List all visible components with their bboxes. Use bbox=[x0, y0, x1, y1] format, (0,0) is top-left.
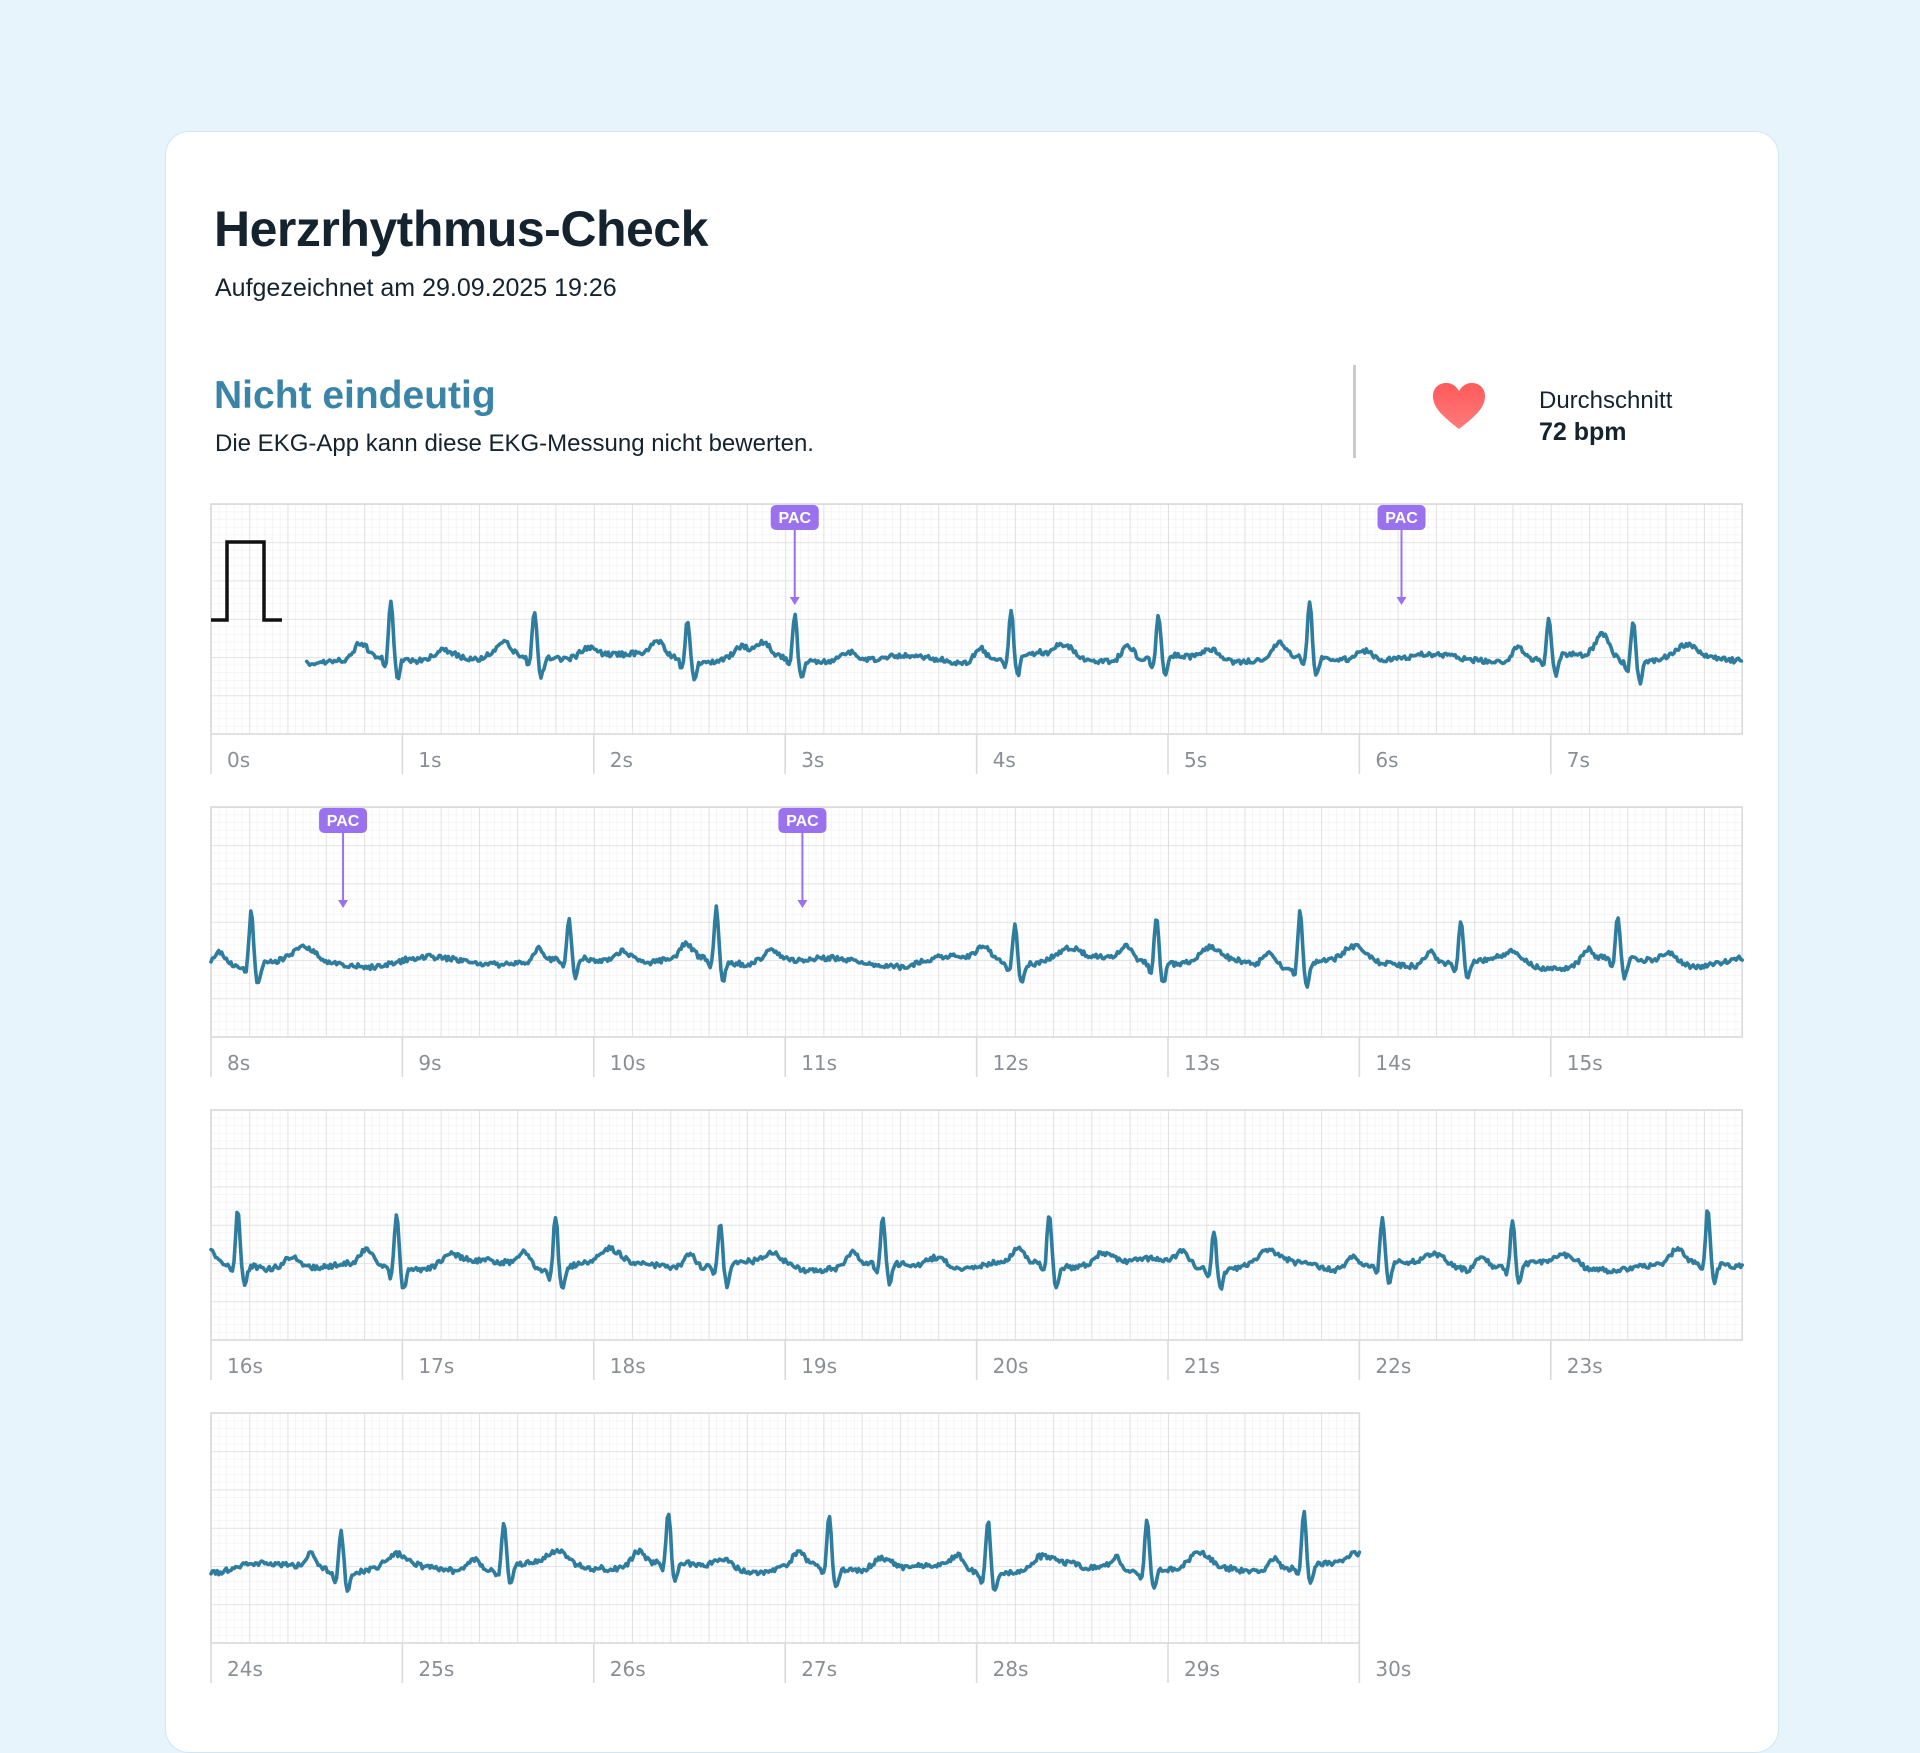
time-label: 13s bbox=[1184, 1051, 1220, 1075]
heart-icon bbox=[1431, 381, 1487, 431]
time-label: 5s bbox=[1184, 748, 1208, 772]
time-label: 2s bbox=[609, 748, 633, 772]
ecg-grid bbox=[211, 504, 1742, 734]
recorded-timestamp: Aufgezeichnet am 29.09.2025 19:26 bbox=[215, 274, 617, 302]
time-label: 11s bbox=[801, 1051, 838, 1075]
time-label: 3s bbox=[801, 748, 825, 772]
ecg-strip bbox=[211, 504, 1742, 779]
time-label: 26s bbox=[609, 1657, 646, 1681]
average-bpm-value: 72 bpm bbox=[1539, 418, 1627, 446]
result-classification: Nicht eindeutig bbox=[214, 374, 496, 417]
time-label: 30s bbox=[1375, 1657, 1412, 1681]
time-label: 29s bbox=[1184, 1657, 1220, 1681]
time-label: 15s bbox=[1566, 1051, 1603, 1075]
ecg-report-card bbox=[165, 131, 1779, 1753]
time-label: 7s bbox=[1566, 748, 1590, 772]
ecg-grid bbox=[211, 807, 1742, 1037]
pac-label: PAC bbox=[1385, 510, 1418, 527]
pac-label: PAC bbox=[786, 813, 819, 830]
time-label: 4s bbox=[992, 748, 1016, 772]
time-label: 19s bbox=[801, 1354, 838, 1378]
time-label: 12s bbox=[992, 1051, 1029, 1075]
time-label: 25s bbox=[418, 1657, 455, 1681]
time-label: 23s bbox=[1566, 1354, 1603, 1378]
time-label: 20s bbox=[992, 1354, 1029, 1378]
time-label: 21s bbox=[1184, 1354, 1220, 1378]
pac-label: PAC bbox=[326, 813, 360, 830]
time-label: 0s bbox=[227, 748, 251, 772]
time-label: 8s bbox=[227, 1051, 251, 1075]
time-label: 10s bbox=[609, 1051, 646, 1075]
ecg-strip bbox=[211, 1413, 1412, 1688]
time-label: 22s bbox=[1375, 1354, 1412, 1378]
time-label: 18s bbox=[609, 1354, 646, 1378]
time-label: 6s bbox=[1375, 748, 1399, 772]
time-label: 24s bbox=[227, 1657, 263, 1681]
time-label: 14s bbox=[1375, 1051, 1412, 1075]
time-label: 9s bbox=[418, 1051, 442, 1075]
pac-label: PAC bbox=[778, 510, 812, 527]
time-label: 27s bbox=[801, 1657, 838, 1681]
average-label: Durchschnitt bbox=[1539, 387, 1673, 414]
result-description: Die EKG-App kann diese EKG-Messung nicht bewerten. bbox=[215, 430, 814, 457]
ecg-strip bbox=[211, 1110, 1742, 1385]
time-label: 17s bbox=[418, 1354, 455, 1378]
time-label: 1s bbox=[418, 748, 442, 772]
divider bbox=[1353, 365, 1356, 458]
time-label: 28s bbox=[992, 1657, 1029, 1681]
time-label: 16s bbox=[227, 1354, 263, 1378]
ecg-grid bbox=[211, 1413, 1359, 1643]
page-title: Herzrhythmus-Check bbox=[214, 201, 708, 257]
ecg-strip bbox=[211, 807, 1742, 1082]
